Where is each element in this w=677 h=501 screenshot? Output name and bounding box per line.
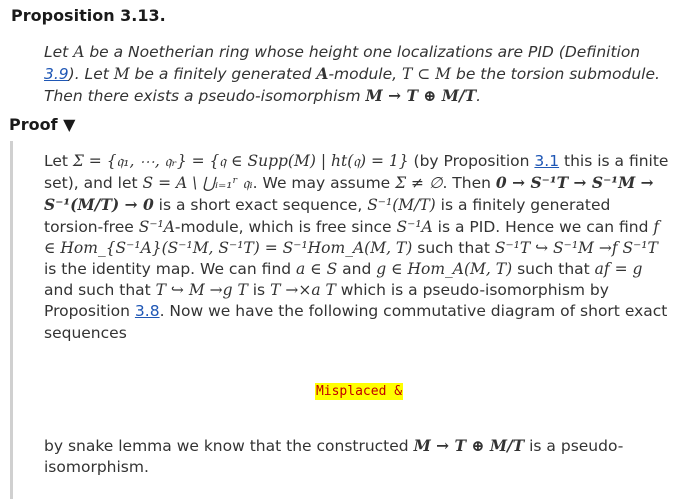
misplaced-ampersand-error: Misplaced & (315, 383, 403, 399)
proposition-title: Proposition 3.13. (11, 6, 166, 25)
proposition-3-1-link[interactable]: 3.1 (534, 152, 560, 170)
proposition-3-8-link[interactable]: 3.8 (134, 302, 160, 321)
proof-toggle[interactable]: Proof ▼ (9, 115, 76, 134)
proof-conclusion: by snake lemma we know that the constructed M → T ⊕ M/T is a pseudo-isomorphism. (44, 435, 624, 477)
definition-link[interactable]: 3.9 (44, 65, 69, 83)
proof-paragraph: Let Σ = {𝔮₁, ⋯, 𝔮ᵣ} = {𝔮 ∈ Supp(M) | ht(𝔮) = 1} (by Proposition 3.1 this is a finite set), and let S = A \ ⋃ᵢ₌₁ʳ 𝔮ᵢ. We may assume Σ ≠ ∅. Then 0 → S⁻¹T → S⁻¹M → S⁻¹(M/T) → 0 is a short exact sequence, S⁻¹(M/T) is a finitely generated torsion-free S⁻¹A-module, which is free since S⁻¹A is a PID. Hence we can find f ∈ Hom_{S⁻¹A}(S⁻¹M, S⁻¹T) = S⁻¹Hom_A(M, T) such that S⁻¹T ↪ S⁻¹M →f S⁻¹T is the identity map. We can find a ∈ S and g ∈ Hom_A(M, T) such that af = g and such that T ↪ M →g T is T →×a T which is a pseudo-isomorphism by Proposition 3.8. Now we have the following commutative diagram of short exact sequences (44, 152, 669, 342)
proof-body (44, 151, 674, 478)
proposition-statement: Let A be a Noetherian ring whose height one localizations are PID (Definition 3.9). Let M be a finitely generated A-module, T ⊂ M be the torsion submodule. Then there exists a pseudo-isomorphism M → T ⊕ M/T. (44, 43, 660, 105)
diagram-render-error (44, 380, 674, 401)
